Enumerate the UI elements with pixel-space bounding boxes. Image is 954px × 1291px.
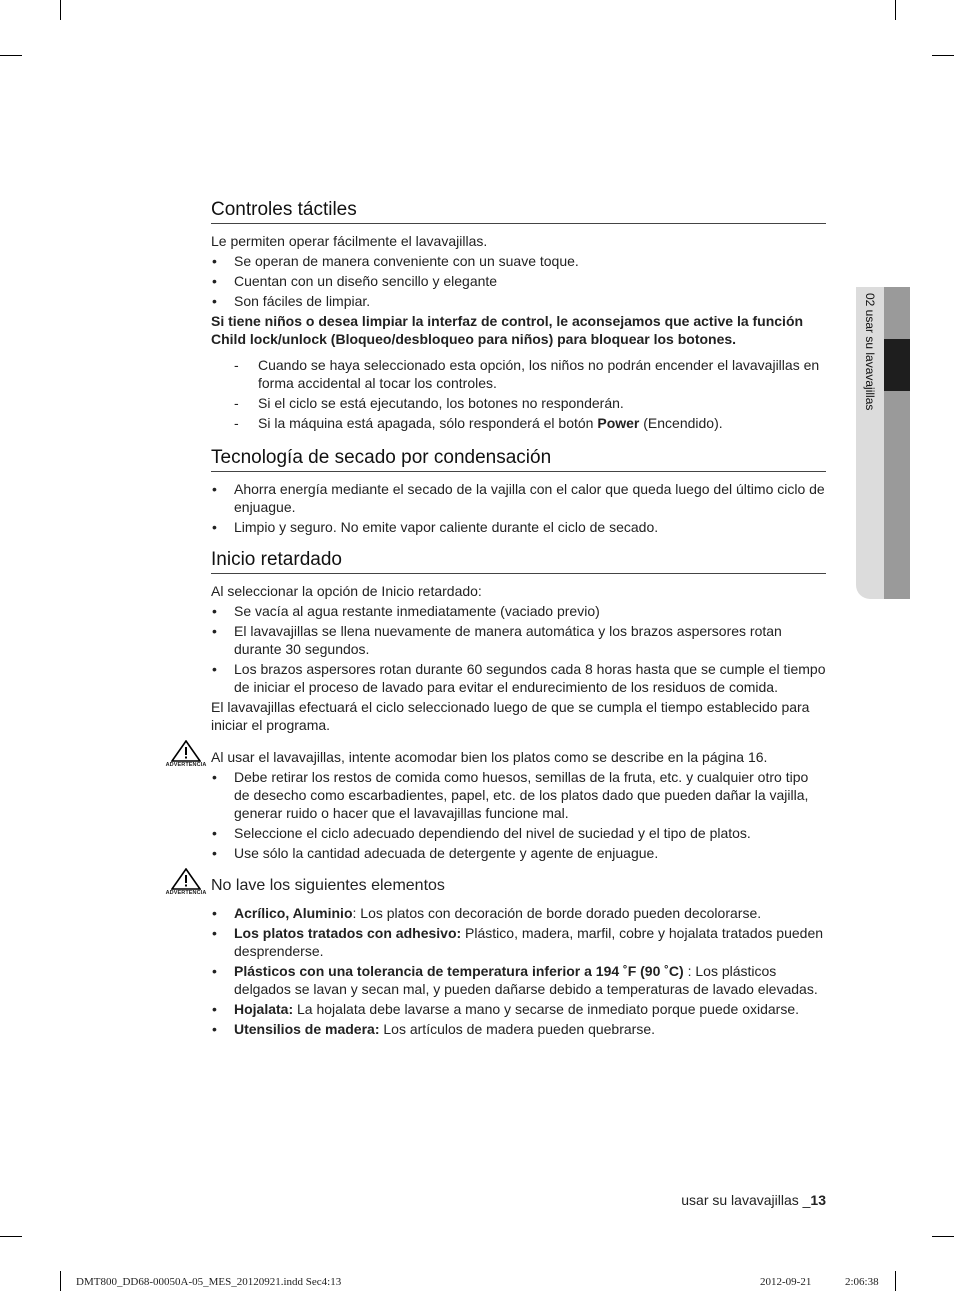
list-item xyxy=(211,1020,826,1038)
footer-text: usar su lavavajillas _ xyxy=(681,1192,811,1208)
list-item xyxy=(211,962,826,998)
page-footer xyxy=(681,1192,826,1208)
item-text: Plástico, madera, marfil, cobre y hojalata tratados pueden desprenderse. xyxy=(234,925,824,959)
text-span: (Encendido). xyxy=(639,415,723,431)
side-tab-grey xyxy=(884,287,910,599)
list-item xyxy=(211,924,826,960)
side-tab-label: 02 usar su lavavajillas xyxy=(863,293,877,411)
list-item: • Cuentan con un diseño sencillo y elegante xyxy=(211,272,826,290)
section-intro: Le permiten operar fácilmente el lavavajillas. xyxy=(211,233,488,249)
list-item: • Use sólo la cantidad adecuada de detergente y agente de enjuague. xyxy=(211,844,826,862)
item-text: La hojalata debe lavarse a mano y secarse de inmediato porque puede oxidarse. xyxy=(293,1001,800,1017)
warning-label: ADVERTENCIA xyxy=(165,890,207,896)
bullet-list xyxy=(211,904,826,1038)
bullet-list xyxy=(211,768,826,862)
page-number: 13 xyxy=(810,1192,826,1208)
text-span: Si la máquina está apagada, sólo responderá el botón xyxy=(258,415,598,431)
item-term: Acrílico, Aluminio xyxy=(234,905,353,921)
item-text: : Los plásticos delgados se lavan y secan mal, y pueden dañarse debido a temperaturas de lavado elevadas. xyxy=(234,963,818,997)
side-tab-marker xyxy=(884,339,910,391)
chapter-side-tab xyxy=(856,287,910,599)
list-item: - Cuando se haya seleccionado esta opción, los niños no podrán encender el lavavajillas en forma accidental al tocar los controles. xyxy=(211,356,826,392)
crop-mark xyxy=(932,55,954,56)
list-item: • El lavavajillas se llena nuevamente de manera automática y los brazos aspersores rotan durante 30 segundos. xyxy=(211,622,826,658)
bullet-list xyxy=(211,252,826,310)
list-item xyxy=(211,1000,826,1018)
crop-mark xyxy=(0,1236,22,1237)
warning-block xyxy=(165,748,826,862)
crop-mark xyxy=(895,1271,896,1291)
section-outro: El lavavajillas efectuará el ciclo seleccionado luego de que se cumpla el tiempo establecido para iniciar el programa. xyxy=(211,699,810,733)
child-lock-note: Si tiene niños o desea limpiar la interfaz de control, le aconsejamos que active la función Child lock/unlock (Bloqueo/desbloqueo para niños) para bloquear los botones. xyxy=(211,313,804,347)
print-slug-time: 2:06:38 xyxy=(845,1276,879,1288)
warning-title: No lave los siguientes elementos xyxy=(211,877,445,894)
section-intro: Al seleccionar la opción de Inicio retardado: xyxy=(211,583,482,599)
list-item xyxy=(211,414,826,432)
list-item: - Si el ciclo se está ejecutando, los botones no responderán. xyxy=(211,394,826,412)
bullet-list xyxy=(211,602,826,696)
page-content xyxy=(165,198,826,1040)
item-term: Utensilios de madera: xyxy=(234,1021,380,1037)
crop-mark xyxy=(932,1236,954,1237)
section-title-condensation-drying: Tecnología de secado por condensación xyxy=(211,446,826,472)
item-term: Hojalata: xyxy=(234,1001,294,1017)
list-item: • Se vacía al agua restante inmediatamente (vaciado previo) xyxy=(211,602,826,620)
crop-mark xyxy=(0,55,22,56)
section-title-touch-controls: Controles táctiles xyxy=(211,198,826,224)
list-item xyxy=(211,904,826,922)
print-slug-file: DMT800_DD68-00050A-05_MES_20120921.indd Sec4:13 xyxy=(76,1276,342,1288)
list-item: • Debe retirar los restos de comida como huesos, semillas de la fruta, etc. y cualquier otro tipo de desecho como escarbadientes, papel, etc. de los platos dado que pueden dañar la vajilla, generar ruido o hacer que el lavavajillas funcione mal. xyxy=(211,768,826,822)
list-item: • Ahorra energía mediante el secado de la vajilla con el calor que queda luego del último ciclo de enjuague. xyxy=(211,480,826,516)
section-title-delay-start: Inicio retardado xyxy=(211,548,826,574)
crop-mark xyxy=(60,1271,61,1291)
warning-block xyxy=(165,876,826,1038)
list-item: • Se operan de manera conveniente con un suave toque. xyxy=(211,252,826,270)
warning-label: ADVERTENCIA xyxy=(165,762,207,768)
list-item: • Limpio y seguro. No emite vapor caliente durante el ciclo de secado. xyxy=(211,518,826,536)
item-term: Los platos tratados con adhesivo: xyxy=(234,925,462,941)
warning-text: Al usar el lavavajillas, intente acomodar bien los platos como se describe en la página 16. xyxy=(211,749,768,765)
warning-icon xyxy=(164,740,208,770)
crop-mark xyxy=(895,0,896,20)
list-item: • Los brazos aspersores rotan durante 60 segundos cada 8 horas hasta que se cumple el tiempo de iniciar el proceso de lavado para evitar el endurecimiento de los residuos de comida. xyxy=(211,660,826,696)
list-item: • Seleccione el ciclo adecuado dependiendo del nivel de suciedad y el tipo de platos. xyxy=(211,824,826,842)
print-slug-date: 2012-09-21 xyxy=(760,1276,812,1288)
item-text: Los artículos de madera pueden quebrarse. xyxy=(379,1021,656,1037)
bullet-list xyxy=(211,480,826,536)
item-text: : Los platos con decoración de borde dorado pueden decolorarse. xyxy=(352,905,762,921)
item-term: Plásticos con una tolerancia de temperatura inferior a 194 ˚F (90 ˚C) xyxy=(234,963,684,979)
warning-icon xyxy=(164,868,208,898)
crop-mark xyxy=(60,0,61,20)
list-item: • Son fáciles de limpiar. xyxy=(211,292,826,310)
power-button-name: Power xyxy=(597,415,640,431)
dash-list xyxy=(211,356,826,432)
